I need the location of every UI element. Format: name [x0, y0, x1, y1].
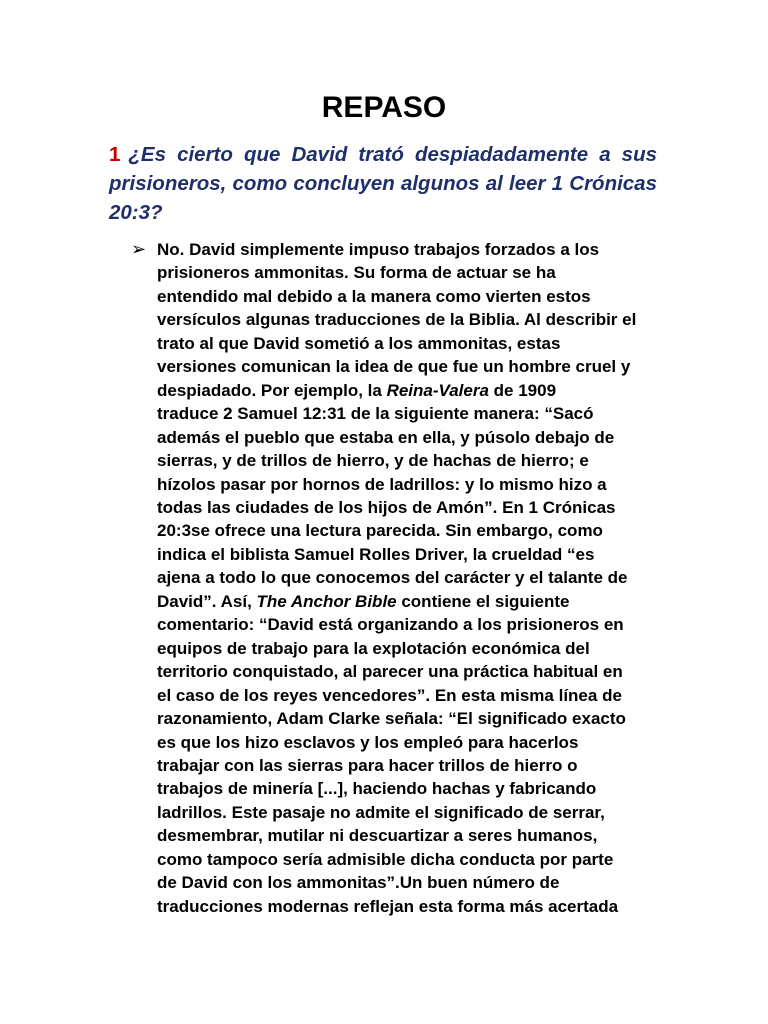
answer-line: todas las ciudades de los hijos de Amón”. En 1 Crónicas	[157, 497, 616, 517]
answer-line: No. David simplemente impuso trabajos forzados a los	[157, 240, 600, 259]
answer-line	[157, 590, 662, 613]
answer-line: ladrillos. Este pasaje no admite el significado de serrar,	[157, 802, 605, 822]
answer-line: sierras, y de trillos de hierro, y de hachas de hierro; e	[157, 451, 589, 471]
answer-line	[157, 379, 662, 402]
italic-title: Reina-Valera	[386, 380, 489, 400]
question-number: 1	[109, 143, 121, 166]
answer-line: versiones comunican la idea de que fue un hombre cruel y	[157, 357, 631, 377]
answer-line: ajena a todo lo que conocemos del carácter y el talante de	[157, 568, 628, 588]
answer-text: David”. Así,	[157, 591, 257, 611]
answer-line: de David con los ammonitas”.Un buen número de	[157, 873, 560, 893]
answer-line: equipos de trabajo para la explotación económica del	[157, 638, 590, 658]
page-title: REPASO	[321, 91, 447, 124]
answer-line: entendido mal debido a la manera como vierten estos	[157, 286, 591, 306]
answer-line: 20:3se ofrece una lectura parecida. Sin embargo, como	[157, 521, 603, 541]
question-text: ¿Es cierto que David trató despiadadamente a sus prisioneros, como concluyen algunos al leer 1 Crónicas 20:3?	[109, 143, 657, 224]
answer-line: desmembrar, mutilar ni descuartizar a seres humanos,	[157, 826, 598, 846]
arrow-bullet-icon: ➢	[131, 239, 147, 259]
answer-line: hízolos pasar por hornos de ladrillos: y lo mismo hizo a	[157, 474, 607, 494]
answer-line: territorio conquistado, al parecer una práctica habitual en	[157, 662, 623, 682]
answer-text: despiadado. Por ejemplo, la	[157, 380, 387, 400]
answer-line: trato al que David sometió a los ammonitas, estas	[157, 333, 561, 353]
answer-line: comentario: “David está organizando a los prisioneros en	[157, 615, 624, 635]
answer-paragraph	[157, 238, 662, 918]
answer-line: prisioneros ammonitas. Su forma de actuar se ha	[157, 263, 556, 283]
answer-line: es que los hizo esclavos y los empleó para hacerlos	[157, 732, 579, 752]
answer-line: versículos algunas traducciones de la Biblia. Al describir el	[157, 310, 637, 330]
review-question	[109, 140, 657, 227]
answer-line: además el pueblo que estaba en ella, y púsolo debajo de	[157, 427, 615, 447]
answer-text: de 1909	[488, 380, 557, 400]
answer-line: como tampoco sería admisible dicha conducta por parte	[157, 849, 614, 869]
answer-text: contiene el siguiente	[396, 591, 570, 611]
answer-line: el caso de los reyes vencedores”. En esta misma línea de	[157, 685, 622, 705]
italic-title: The Anchor Bible	[256, 591, 397, 611]
answer-line: razonamiento, Adam Clarke señala: “El significado exacto	[157, 709, 626, 729]
answer-line: trabajar con las sierras para hacer trillos de hierro o	[157, 755, 578, 775]
answer-line: trabajos de minería [...], haciendo hachas y fabricando	[157, 779, 597, 799]
answer-line: indica el biblista Samuel Rolles Driver, la crueldad “es	[157, 544, 595, 564]
answer-line: traducciones modernas reflejan esta forma más acertada	[157, 896, 619, 916]
answer-line: traduce 2 Samuel 12:31 de la siguiente manera: “Sacó	[157, 404, 594, 424]
